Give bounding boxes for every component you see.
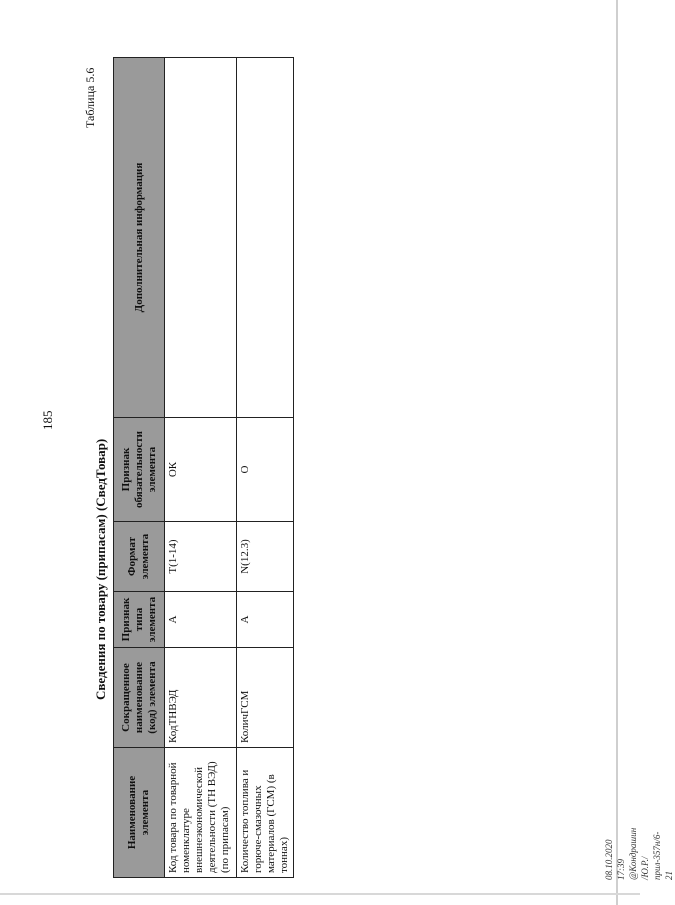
header-type-flag: Признак типа элемента xyxy=(114,592,165,648)
table-title: Сведения по товару (припасам) (СведТовар) xyxy=(93,438,108,700)
footer-stamp xyxy=(603,828,675,880)
table-label: Таблица 5.6 xyxy=(83,67,97,128)
cell-type-flag: А xyxy=(237,592,294,648)
data-table xyxy=(113,57,294,878)
cell-short-code: КодТНВЭД xyxy=(165,648,237,748)
cell-additional-info xyxy=(237,58,294,418)
cell-required-flag: ОК xyxy=(165,418,237,522)
cell-format: T(1-14) xyxy=(165,522,237,592)
table-row xyxy=(237,58,294,878)
page-number: 185 xyxy=(40,410,55,430)
cell-format: N(12.3) xyxy=(237,522,294,592)
cell-type-flag: А xyxy=(165,592,237,648)
table-row xyxy=(165,58,237,878)
table-header-row xyxy=(114,58,165,878)
header-required-flag: Признак обязательности элемента xyxy=(114,418,165,522)
header-element-name: Наименование элемента xyxy=(114,748,165,878)
footer-timestamp: 08.10.2020 17:39 xyxy=(604,839,626,880)
page-edge-bottom xyxy=(0,893,640,895)
page-edge-right xyxy=(616,0,618,905)
header-additional-info: Дополнительная информация xyxy=(114,58,165,418)
cell-element-name: Количество топлива и горюче-смазочных материалов (ГСМ) (в тоннах) xyxy=(237,748,294,878)
cell-required-flag: О xyxy=(237,418,294,522)
cell-short-code: КоличГСМ xyxy=(237,648,294,748)
cell-additional-info xyxy=(165,58,237,418)
cell-element-name: Код товара по товарной номенклатуре внешнеэкономической деятельности (ТН ВЭД) (по припасам) xyxy=(165,748,237,878)
footer-reference: @Кондрашин /Ю.Р./прил-357н/6-21 xyxy=(628,827,674,880)
header-format: Формат элемента xyxy=(114,522,165,592)
table-container xyxy=(113,58,293,878)
header-short-code: Сокращенное наименование (код) элемента xyxy=(114,648,165,748)
